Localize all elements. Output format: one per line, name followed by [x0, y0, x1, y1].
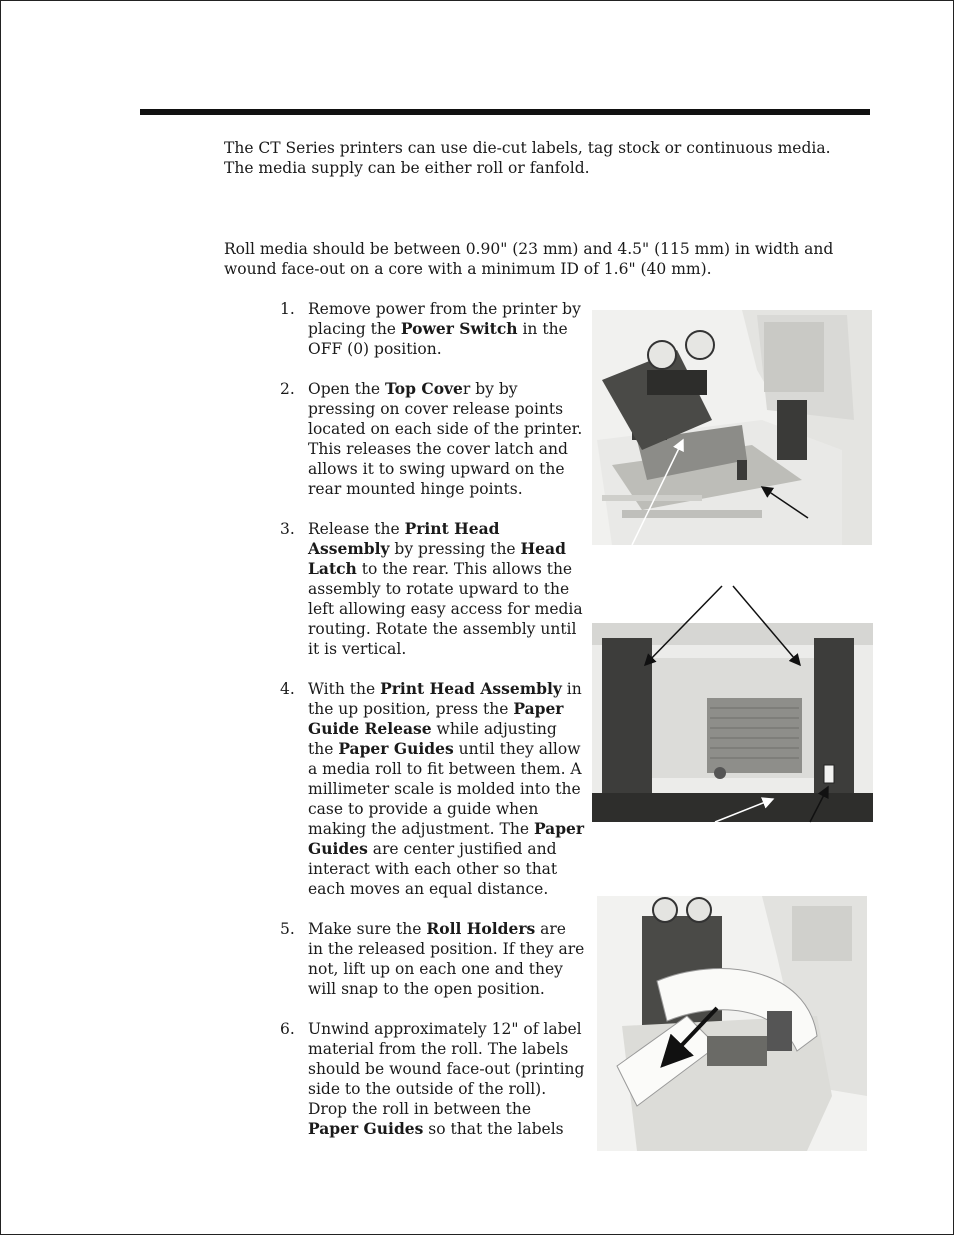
term-paper-guide-release: Paper Guide Release: [308, 699, 564, 738]
step-number: 2.: [280, 380, 295, 398]
step-item: 2. Open the Top Cover by by pressing on cover release points located on each side of the printer. This releases the cover latch and allows it to swing upward on the rear mounted hinge points.: [280, 379, 583, 498]
step-number: 3.: [280, 520, 295, 538]
term-power-switch: Power Switch: [400, 319, 518, 338]
intro-paragraph: The CT Series printers can use die-cut labels, tag stock or continuous media. The media supply can be either roll or fanfold.: [224, 139, 831, 177]
roll-insertion-photo: [597, 896, 867, 1151]
term-print-head-assembly: Print Head Assembly: [308, 519, 500, 558]
term-roll-holders: Roll Holders: [426, 919, 536, 938]
term-top-cover: Top Cove: [385, 379, 463, 398]
step-item: 5. Make sure the Roll Holders are in the released position. If they are not, lift up on each one and they will snap to the open position.: [280, 919, 585, 998]
loading-steps-list: [280, 299, 585, 1159]
step-item: 4. With the Print Head Assembly in the up position, press the Paper Guide Release while adjusting the Paper Guides until they allow a media roll to fit between them. A millimeter scale is molded into the case to provide a guide when making the adjustment. The Paper Guides are center justified and interact with each other so that each moves an equal distance.: [280, 679, 585, 898]
paper-guides-photo: [592, 623, 873, 822]
header-rule: [140, 109, 870, 115]
step-item: 3. Release the Print Head Assembly by pressing the Head Latch to the rear. This allows the assembly to rotate upward to the left allowing easy access for media routing. Rotate the assembly until it is vertical.: [280, 519, 583, 658]
step-number: 5.: [280, 920, 295, 938]
step-item: 1. Remove power from the printer by placing the Power Switch in the OFF (0) position.: [280, 300, 581, 358]
step-number: 1.: [280, 300, 295, 318]
printer-open-cover-photo: [592, 310, 872, 545]
step-item: 6. Unwind approximately 12" of label material from the roll. The labels should be wound face-out (printing side to the outside of the roll). Drop the roll in between the Paper Guides so that the labels: [280, 1020, 585, 1138]
term-paper-guides: Paper Guides: [308, 1119, 424, 1138]
step-number: 6.: [280, 1020, 295, 1038]
term-print-head-assembly: Print Head Assembly: [380, 679, 562, 698]
step-number: 4.: [280, 680, 295, 698]
term-paper-guides: Paper Guides: [308, 819, 585, 858]
term-head-latch: Head Latch: [308, 539, 566, 578]
term-paper-guides: Paper Guides: [338, 739, 454, 758]
roll-media-paragraph: Roll media should be between 0.90" (23 mm) and 4.5" (115 mm) in width and wound face-out on a core with a minimum ID of 1.6" (40 mm).: [224, 240, 834, 278]
